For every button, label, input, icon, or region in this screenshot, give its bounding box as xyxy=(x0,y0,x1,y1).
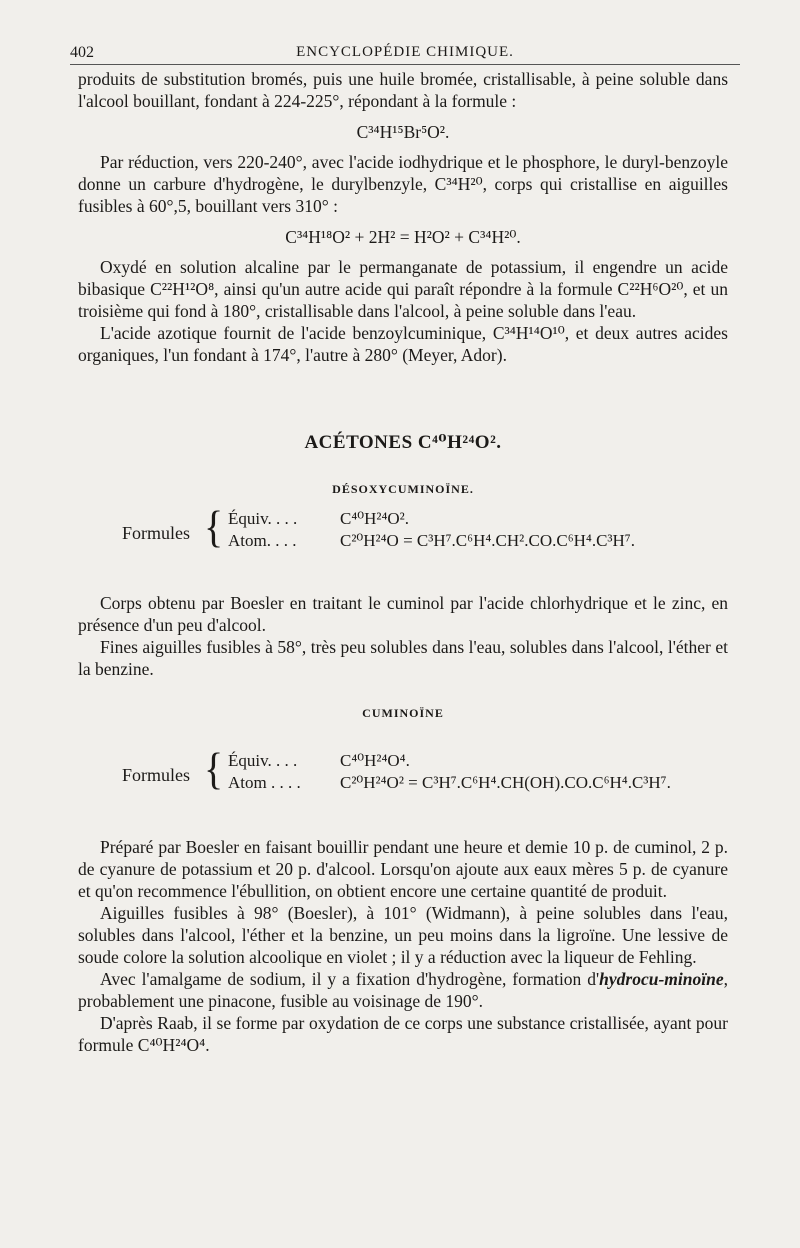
formula-kind: Équiv. . . . xyxy=(228,509,298,528)
paragraph: L'acide azotique fournit de l'acide benzoylcuminique, C³⁴H¹⁴O¹⁰, et deux autres acides organiques, l'un fondant à 174°, l'autre à 280° (Meyer, Ador). xyxy=(78,323,728,365)
formula-row-equiv xyxy=(228,508,409,530)
text-run: , probablement une pinacone, fusible au voisinage de 190°. xyxy=(78,969,728,1011)
formula-label: Formules xyxy=(122,523,191,543)
formula-kind: Atom . . . . xyxy=(228,773,301,792)
subsection-title: DÉSOXYCUMINOÏNE. xyxy=(332,482,474,496)
formula-row-equiv xyxy=(228,750,410,772)
formula-value: C²⁰H²⁴O = C³H⁷.C⁶H⁴.CH².CO.C⁶H⁴.C³H⁷. xyxy=(340,531,635,550)
formula-block xyxy=(78,743,728,810)
formula-block xyxy=(78,501,728,568)
page-body xyxy=(78,68,728,1056)
formula-value: C⁴⁰H²⁴O⁴. xyxy=(340,751,410,770)
formula-row-atom xyxy=(228,530,635,552)
paragraph: Corps obtenu par Boesler en traitant le cuminol par l'acide chlorhydrique et le zinc, en présence d'un peu d'alcool. xyxy=(78,593,728,635)
paragraph: Aiguilles fusibles à 98° (Boesler), à 101° (Widmann), à peine solubles dans l'eau, solubles dans l'alcool, l'éther et la benzine, un peu moins dans la ligroïne. Une lessive de soude colore la solution alcoolique en violet ; il y a réduction avec la liqueur de Fehling. xyxy=(78,903,728,967)
subsection-title: CUMINOÏNE xyxy=(362,706,444,720)
section-title: ACÉTONES C⁴⁰H²⁴O². xyxy=(304,432,502,453)
text-run: Avec l'amalgame de sodium, il y a fixation d'hydrogène, formation d' xyxy=(100,969,600,989)
paragraph xyxy=(78,968,728,1012)
page-header xyxy=(70,38,740,65)
formula-kind: Atom. . . . xyxy=(228,531,297,550)
paragraph: Par réduction, vers 220-240°, avec l'acide iodhydrique et le phosphore, le duryl-benzoyle donne un carbure d'hydrogène, le durylbenzyle, C³⁴H²⁰, corps qui cristallise en aiguilles fusibles à 60°,5, bouillant vers 310° : xyxy=(78,152,728,216)
paragraph: Fines aiguilles fusibles à 58°, très peu solubles dans l'eau, solubles dans l'alcool, l'éther et la benzine. xyxy=(78,637,728,679)
formula-value: C⁴⁰H²⁴O². xyxy=(340,509,410,528)
formula-kind: Équiv. . . . xyxy=(228,751,298,770)
formula-value: C²⁰H²⁴O² = C³H⁷.C⁶H⁴.CH(OH).CO.C⁶H⁴.C³H⁷. xyxy=(340,773,671,792)
paragraph: Oxydé en solution alcaline par le permanganate de potassium, il engendre un acide bibasique C²²H¹²O⁸, ainsi qu'un autre acide qui paraît répondre à la formule C²²H⁶O²⁰, et un troisième qui fond à 180°, cristallisable dans l'alcool, à peine soluble dans l'eau. xyxy=(78,257,728,321)
brace-icon: { xyxy=(204,743,224,794)
formula: C³⁴H¹⁵Br⁵O². xyxy=(356,122,450,142)
paragraph: Préparé par Boesler en faisant bouillir pendant une heure et demie 10 p. de cuminol, 2 p. de cyanure de potassium et 20 p. d'alcool. Lorsqu'on ajoute aux eaux mères 5 p. de cyanure et qu'on recommence l'ébullition, on obtient encore une certaine quantité de produit. xyxy=(78,837,728,901)
brace-icon: { xyxy=(204,501,224,552)
formula: C³⁴H¹⁸O² + 2H² = H²O² + C³⁴H²⁰. xyxy=(285,227,521,247)
italic-term: hydrocu-minoïne xyxy=(599,969,724,989)
paragraph: produits de substitution bromés, puis une huile bromée, cristallisable, à peine soluble dans l'alcool bouillant, fondant à 224-225°, répondant à la formule : xyxy=(78,69,728,111)
page-number: 402 xyxy=(70,44,94,61)
formula-label: Formules xyxy=(122,765,191,785)
formula-row-atom xyxy=(228,772,671,794)
running-title: ENCYCLOPÉDIE CHIMIQUE. xyxy=(296,44,514,60)
paragraph: D'après Raab, il se forme par oxydation de ce corps une substance cristallisée, ayant pour formule C⁴⁰H²⁴O⁴. xyxy=(78,1013,728,1055)
